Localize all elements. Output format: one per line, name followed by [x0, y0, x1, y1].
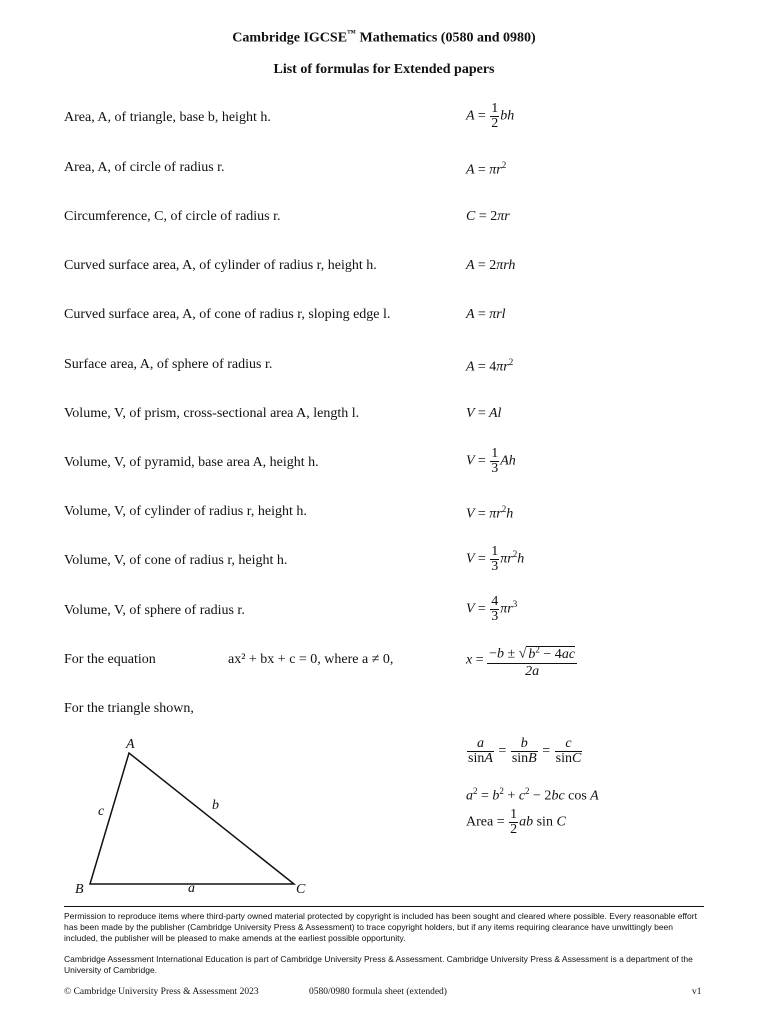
formula-quadratic: x = $\frac{-b \pm √ b^2 - 4ac}{2a}$ [466, 641, 577, 680]
footer-divider [64, 906, 704, 907]
formula-sine-rule: $\frac{a}{\sin A}$ = $\frac{b}{\sin B}$ = $\frac{c}{\sin C}$ [468, 736, 582, 766]
formula-label-circle-area: Area, A, of circle of radius r. [64, 160, 225, 175]
formula-cylinder-surface: A = 2πrh [466, 258, 516, 273]
formula-circumference: C = 2πr [466, 209, 510, 224]
formula-label-cone-surface: Curved surface area, A, of cone of radius r, sloping edge l. [64, 307, 391, 322]
triangle-shape [90, 753, 294, 884]
quadratic-label: For the equation [64, 652, 156, 667]
formula-label-sphere-surface: Surface area, A, of sphere of radius r. [64, 357, 273, 372]
page-subtitle: List of formulas for Extended papers [273, 62, 495, 77]
side-a-label: a [188, 881, 195, 896]
formula-label-cylinder-surface: Curved surface area, A, of cylinder of radius r, height h. [64, 258, 377, 273]
triangle-intro: For the triangle shown, [64, 701, 194, 716]
formula-label-cone-volume: Volume, V, of cone of radius r, height h. [64, 553, 288, 568]
formula-cone-volume: V = $\frac{1}{3}$ $\pi r^2h$ [466, 544, 525, 574]
vertex-c-label: C [296, 882, 306, 897]
footer-copyright: © Cambridge University Press & Assessment 2023 [64, 987, 259, 997]
side-c-label: c [98, 804, 105, 819]
formula-label-prism-volume: Volume, V, of prism, cross-sectional area A, length l. [64, 406, 360, 421]
formula-label-triangle-area: Area, A, of triangle, base b, height h. [64, 110, 271, 125]
formula-label-cylinder-volume: Volume, V, of cylinder of radius r, height h. [64, 504, 307, 519]
formula-label-circumference: Circumference, C, of circle of radius r. [64, 209, 281, 224]
side-b-label: b [212, 798, 219, 813]
vertex-a-label: A [126, 737, 135, 752]
formula-cylinder-volume: $V = \pi r^2h$ [466, 504, 514, 522]
footer-about: Cambridge Assessment International Education is part of Cambridge University Press & Assessment. Cambridge University Press & Assessment is a department of the University of Cambridge. [64, 954, 693, 975]
vertex-b-label: B [75, 882, 84, 897]
footer-version: v1 [692, 987, 702, 997]
formula-sphere-surface: $A = 4\pi r^2$ [466, 357, 514, 375]
formula-triangle-area-sine: Area = $\frac{1}{2}$ ab sin C [466, 807, 566, 837]
formula-cone-surface: A = πrl [466, 307, 506, 322]
formula-pyramid-volume: V = $\frac{1}{3}$ Ah [466, 446, 516, 476]
formula-circle-area: $A = \pi r^2$ [466, 160, 507, 178]
formula-label-sphere-volume: Volume, V, of sphere of radius r. [64, 603, 245, 618]
quadratic-equation: ax² + bx + c = 0, where a ≠ 0, [228, 652, 394, 667]
page-title: Cambridge IGCSE™ Mathematics (0580 and 0980) [232, 28, 536, 46]
footer-sheet-code: 0580/0980 formula sheet (extended) [309, 987, 447, 997]
footer-permission: Permission to reproduce items where third-party owned material protected by copyright is included has been sought and cleared where possible. Every reasonable effort has been made by the publisher (Cambridge University Press & Assessment) to trace copyright holders, but if any items requiring clearance have unwittingly been included, the publisher will be pleased to make amends at the earliest possible opportunity. [64, 911, 697, 943]
formula-cosine-rule: $a^2 = b^2 + c^2 - 2bc$ cos A [466, 786, 599, 804]
formula-label-pyramid-volume: Volume, V, of pyramid, base area A, height h. [64, 455, 319, 470]
formula-sphere-volume: V = $\frac{4}{3}$ $\pi r^3$ [466, 594, 518, 624]
formula-triangle-area: A = $\frac{1}{2}$ bh [466, 101, 515, 131]
formula-prism-volume: V = Al [466, 406, 502, 421]
